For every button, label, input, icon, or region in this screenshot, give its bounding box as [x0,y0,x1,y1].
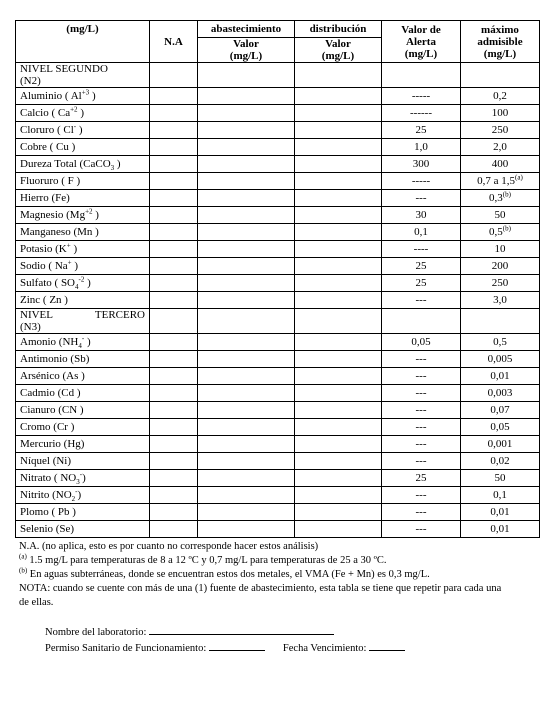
table-row [16,224,540,241]
supply-value-cell [198,351,295,368]
note-nota: NOTA: cuando se cuente con más de una (1) fuente de abastecimiento, esta tabla se tiene que repetir para cada una de ellas. [19,583,502,608]
alert-value: --- [382,419,461,436]
max-header: máximo admisible (mg/L) [461,21,540,63]
parameter-name: Cromo (Cr ) [16,419,150,436]
parameter-name: Fluoruro ( F ) [16,173,150,190]
parameter-name: Nitrito $(NO_2^-)$ [16,487,150,504]
supply-value-cell [198,368,295,385]
table-row [16,453,540,470]
distribution-value-cell [295,224,382,241]
distribution-header: distribución [295,21,382,38]
alert-value: --- [382,487,461,504]
table-row [16,351,540,368]
max-value: 0,3$^{(b)}$ [461,190,540,207]
supply-value-cell [198,105,295,122]
max-value: 0,003 [461,385,540,402]
table-row [16,334,540,351]
na-cell [150,190,198,207]
na-cell [150,275,198,292]
distribution-value-cell [295,334,382,351]
distribution-value-cell [295,258,382,275]
max-value: 0,01 [461,521,540,538]
table-row [16,470,540,487]
distribution-value-cell [295,470,382,487]
note-na: N.A. (no aplica, esto es por cuanto no corresponde hacer estos análisis) [19,541,319,552]
alert-value: --- [382,351,461,368]
alert-value: 0,1 [382,224,461,241]
na-cell [150,292,198,309]
table-row [16,258,540,275]
table-header-row [16,21,540,38]
table-row [16,156,540,173]
note-b: $^{(b)}$ En aguas subterráneas, donde se encuentran estos dos metales, el VMA (Fe + Mn) es 0,3 mg/L. [19,566,430,580]
alert-value: 25 [382,470,461,487]
na-cell [150,156,198,173]
distribution-value-cell [295,241,382,258]
table-notes [15,540,509,610]
max-value: 2,0 [461,139,540,156]
supply-value-cell [198,88,295,105]
alert-value: --- [382,190,461,207]
distribution-value-cell [295,436,382,453]
supply-value-cell [198,122,295,139]
document [15,20,543,656]
table-row [16,88,540,105]
supply-value-cell [198,419,295,436]
max-value: 50 [461,470,540,487]
parameter-name: Dureza Total (CaCO$_3$ ) [16,156,150,173]
max-value: 0,01 [461,504,540,521]
max-value: 200 [461,258,540,275]
max-value: 400 [461,156,540,173]
na-cell [150,470,198,487]
supply-value-cell [198,436,295,453]
alert-value: ------ [382,105,461,122]
table-row [16,487,540,504]
supply-value-cell [198,207,295,224]
distribution-value-cell [295,292,382,309]
alert-value: --- [382,453,461,470]
na-cell [150,88,198,105]
distribution-value-cell [295,385,382,402]
section-title-level-two: NIVEL SEGUNDO (N2) [16,63,150,88]
alert-value: ----- [382,88,461,105]
table-row [16,385,540,402]
alert-value: 25 [382,122,461,139]
distribution-value-cell [295,368,382,385]
alert-value: --- [382,292,461,309]
level-two-body [16,63,540,309]
supply-value-cell [198,190,295,207]
supply-value-header: Valor (mg/L) [198,38,295,63]
parameter-name: Magnesio ($Mg^{+2}$ ) [16,207,150,224]
parameter-name: Plomo ( Pb ) [16,504,150,521]
alert-value: 30 [382,207,461,224]
parameter-name: Cobre ( Cu ) [16,139,150,156]
parameter-name: Aluminio ( $Al^{+3}$ ) [16,88,150,105]
alert-value: 300 [382,156,461,173]
na-cell [150,334,198,351]
max-value: 0,7 a 1,5$^{(a)}$ [461,173,540,190]
alert-header: Valor de Alerta (mg/L) [382,21,461,63]
table-row [16,190,540,207]
na-cell [150,139,198,156]
distribution-value-cell [295,88,382,105]
table-row [16,292,540,309]
distribution-value-cell [295,156,382,173]
permit-line: Permiso Sanitario de Funcionamiento: Fecha Vencimiento: [45,640,543,656]
max-value: 3,0 [461,292,540,309]
supply-value-cell [198,487,295,504]
parameter-name: Hierro (Fe) [16,190,150,207]
supply-header: abastecimiento [198,21,295,38]
max-value: 0,001 [461,436,540,453]
supply-value-cell [198,156,295,173]
table-row [16,419,540,436]
table-row [16,275,540,292]
na-cell [150,402,198,419]
alert-value: --- [382,436,461,453]
na-cell [150,224,198,241]
max-value: 0,02 [461,453,540,470]
distribution-value-cell [295,487,382,504]
alert-value: 1,0 [382,139,461,156]
section-row-level-three [16,309,540,334]
na-cell [150,419,198,436]
table-row [16,241,540,258]
distribution-value-cell [295,207,382,224]
alert-value: 25 [382,258,461,275]
parameter-name: Cianuro (CN ) [16,402,150,419]
distribution-value-cell [295,419,382,436]
parameter-name: Níquel (Ni) [16,453,150,470]
units-header: (mg/L) [16,21,150,63]
parameter-name: Calcio ( $Ca^{+2}$ ) [16,105,150,122]
max-value: 0,5$^{(b)}$ [461,224,540,241]
distribution-value-cell [295,504,382,521]
supply-value-cell [198,385,295,402]
na-cell [150,436,198,453]
parameter-name: Selenio (Se) [16,521,150,538]
na-cell [150,504,198,521]
na-cell [150,122,198,139]
na-cell [150,105,198,122]
distribution-value-cell [295,453,382,470]
parameter-name: Nitrato ( $NO_3^-$) [16,470,150,487]
alert-value: ---- [382,241,461,258]
parameter-name: Amonio ($NH_4^-$ ) [16,334,150,351]
alert-value: --- [382,368,461,385]
alert-value: 25 [382,275,461,292]
parameter-name: Antimonio (Sb) [16,351,150,368]
max-value: 0,07 [461,402,540,419]
max-value: 0,2 [461,88,540,105]
lab-name-blank[interactable] [149,624,334,635]
table-row [16,504,540,521]
level-three-body [16,309,540,538]
parameter-name: Mercurio (Hg) [16,436,150,453]
section-title-level-three: NIVEL TERCERO (N3) [16,309,150,334]
supply-value-cell [198,292,295,309]
note-a: $^{(a)}$ 1.5 mg/L para temperaturas de 8 a 12 ºC y 0,7 mg/L para temperaturas de 25 a 30 ºC. [19,552,387,566]
max-value: 0,01 [461,368,540,385]
max-value: 0,005 [461,351,540,368]
supply-value-cell [198,521,295,538]
supply-value-cell [198,275,295,292]
distribution-value-cell [295,190,382,207]
na-header: N.A [150,21,198,63]
expiry-blank[interactable] [369,640,405,651]
distribution-value-cell [295,105,382,122]
permit-blank[interactable] [209,640,265,651]
supply-value-cell [198,334,295,351]
supply-value-cell [198,258,295,275]
distribution-value-cell [295,402,382,419]
alert-value: 0,05 [382,334,461,351]
max-value: 0,5 [461,334,540,351]
form-footer [15,624,543,656]
supply-value-cell [198,504,295,521]
table-row [16,521,540,538]
supply-value-cell [198,139,295,156]
table-row [16,173,540,190]
distribution-value-cell [295,122,382,139]
parameter-name: Sulfato ( $SO_4^{-2}$ ) [16,275,150,292]
alert-value: --- [382,504,461,521]
parameter-name: Potasio (K+ ) [16,241,150,258]
table-row [16,139,540,156]
max-value: 250 [461,122,540,139]
table-row [16,436,540,453]
parameter-name: Cloruro ( Cl- ) [16,122,150,139]
table-row [16,368,540,385]
table-row [16,122,540,139]
supply-value-cell [198,470,295,487]
supply-value-cell [198,224,295,241]
na-cell [150,207,198,224]
alert-value: ----- [382,173,461,190]
max-value: 100 [461,105,540,122]
na-cell [150,368,198,385]
lab-name-line: Nombre del laboratorio: [45,624,543,640]
water-quality-table [15,20,540,538]
alert-value: --- [382,402,461,419]
na-cell [150,351,198,368]
na-cell [150,173,198,190]
supply-value-cell [198,173,295,190]
na-cell [150,453,198,470]
distribution-value-cell [295,521,382,538]
na-cell [150,385,198,402]
parameter-name: Sodio ( Na+ ) [16,258,150,275]
na-cell [150,487,198,504]
na-cell [150,258,198,275]
max-value: 250 [461,275,540,292]
na-cell [150,521,198,538]
parameter-name: Manganeso (Mn ) [16,224,150,241]
supply-value-cell [198,453,295,470]
parameter-name: Cadmio (Cd ) [16,385,150,402]
table-row [16,105,540,122]
alert-value: --- [382,385,461,402]
max-value: 0,05 [461,419,540,436]
distribution-value-cell [295,173,382,190]
distribution-value-header: Valor (mg/L) [295,38,382,63]
supply-value-cell [198,402,295,419]
parameter-name: Zinc ( Zn ) [16,292,150,309]
distribution-value-cell [295,139,382,156]
table-row [16,402,540,419]
alert-value: --- [382,521,461,538]
section-row-level-two [16,63,540,88]
distribution-value-cell [295,275,382,292]
parameter-name: Arsénico (As ) [16,368,150,385]
distribution-value-cell [295,351,382,368]
table-row [16,207,540,224]
max-value: 10 [461,241,540,258]
na-cell [150,241,198,258]
max-value: 0,1 [461,487,540,504]
supply-value-cell [198,241,295,258]
max-value: 50 [461,207,540,224]
